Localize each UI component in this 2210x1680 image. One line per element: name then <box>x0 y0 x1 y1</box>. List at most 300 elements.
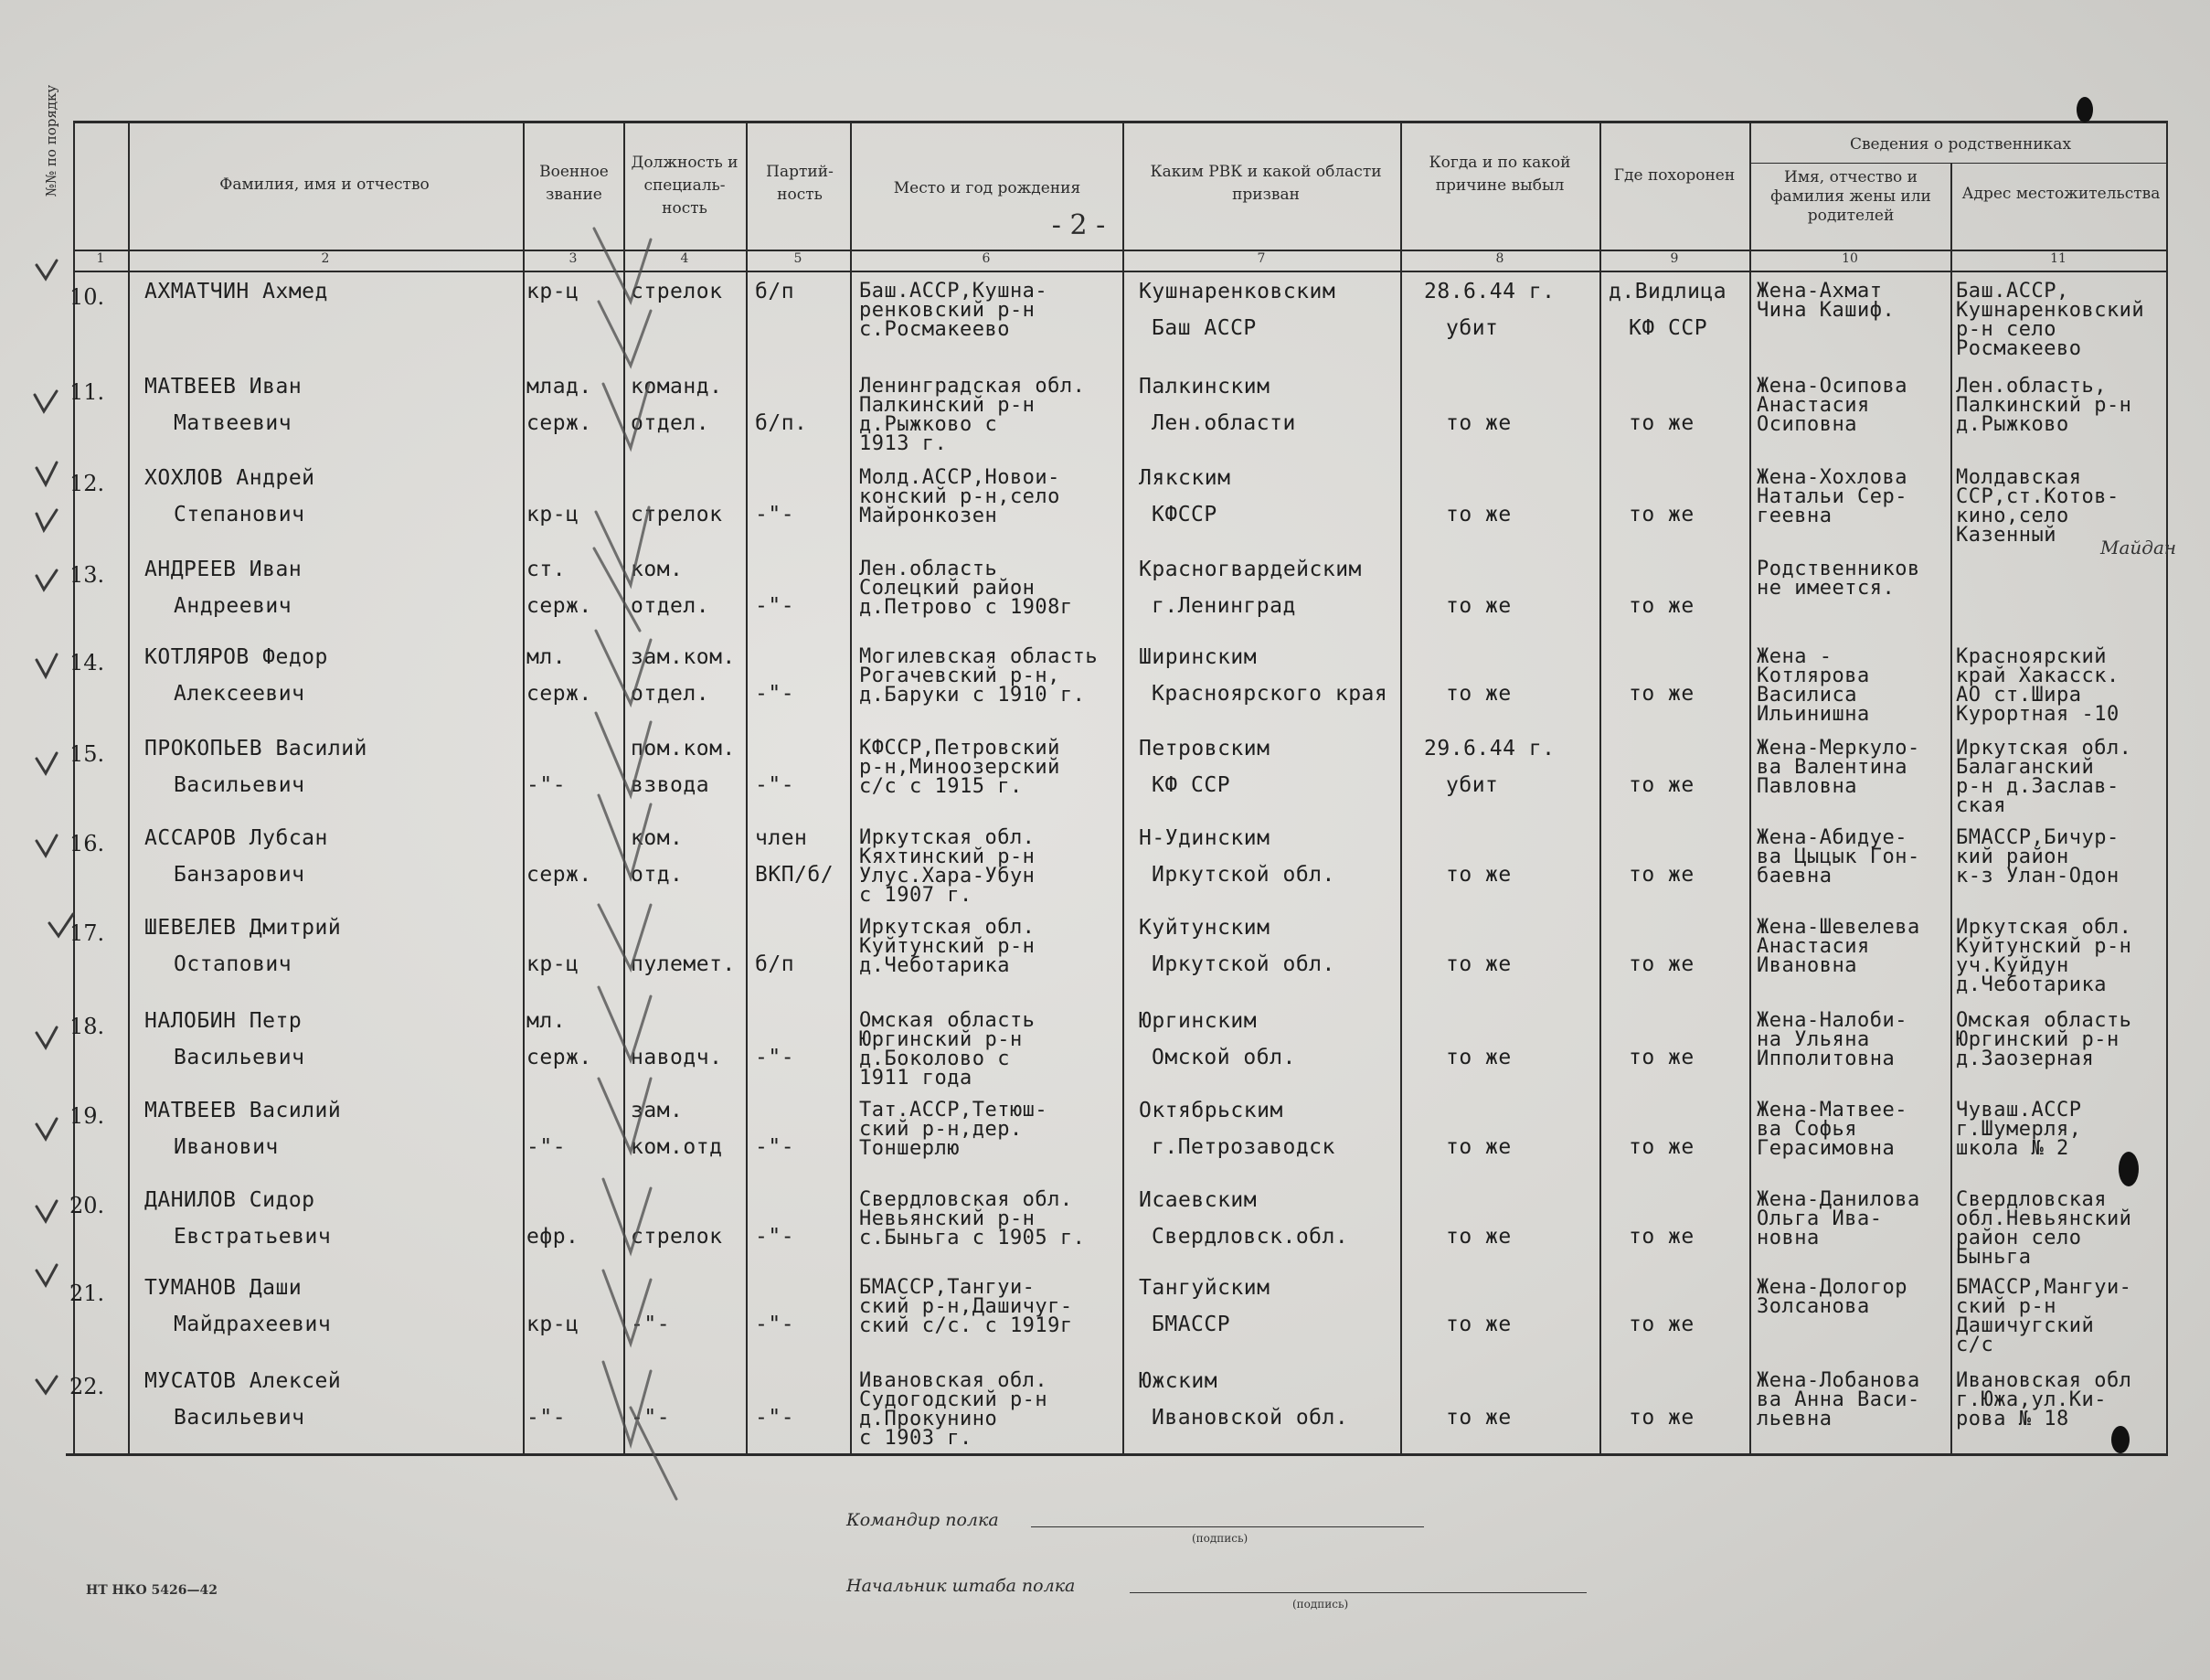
relative-address: Молдавская <box>1956 466 2082 489</box>
military-rank-cont: кр-ц <box>526 952 579 976</box>
column-number: 2 <box>321 251 330 266</box>
soldier-patronymic: Алексеевич <box>174 682 305 706</box>
conscription-region: КФ ССР <box>1152 773 1231 797</box>
party-membership-cont: б/п <box>755 952 795 976</box>
party-membership-cont: -"- <box>755 594 795 618</box>
table-column-rule <box>2166 121 2168 1453</box>
military-rank: мл. <box>526 1009 567 1033</box>
birth-place-year: Солецкий район <box>859 577 1036 600</box>
relative-name: Жена-Дологор <box>1757 1276 1907 1299</box>
row-number: 12. <box>69 471 105 496</box>
military-rank: мл. <box>526 645 567 669</box>
conscription-office: Лякским <box>1139 466 1231 490</box>
soldier-patronymic: Васильевич <box>174 773 305 797</box>
relative-name: новна <box>1757 1227 1820 1249</box>
relative-name: баевна <box>1757 865 1833 888</box>
position: стрелок <box>631 280 723 303</box>
party-membership: б/п <box>755 280 795 303</box>
position: пом.ком. <box>631 737 736 760</box>
row-number: 17. <box>69 920 105 946</box>
commander-label: Командир полка <box>846 1510 999 1530</box>
dropout-date-reason: 28.6.44 г. <box>1424 280 1556 303</box>
soldier-surname-name: МАТВЕЕВ Иван <box>144 375 303 399</box>
party-membership-cont: -"- <box>755 773 795 797</box>
birth-place-year: с.Быньга с 1905 г. <box>859 1227 1086 1249</box>
chief-signature-line <box>1130 1592 1587 1593</box>
birth-place-year: ский р-н,Дашичуг- <box>859 1295 1073 1318</box>
conscription-region: Иркутской обл. <box>1152 863 1335 887</box>
relative-address: Иркутская обл. <box>1956 737 2132 760</box>
position: команд. <box>631 375 723 399</box>
birth-place-year: Иркутская обл. <box>859 916 1036 939</box>
party-membership-cont: -"- <box>755 1313 795 1336</box>
relative-address: г.Шумерля, <box>1956 1118 2082 1141</box>
position-cont: -"- <box>631 1313 671 1336</box>
burial-place-cont: то же <box>1629 1406 1695 1430</box>
position-cont: отдел. <box>631 411 710 435</box>
party-membership-cont: -"- <box>755 1046 795 1069</box>
column-number: 3 <box>568 251 578 266</box>
relative-name: Ипполитовна <box>1757 1047 1896 1070</box>
conscription-region: КФССР <box>1152 503 1217 526</box>
relative-name: геевна <box>1757 505 1833 527</box>
burial-place-cont: то же <box>1629 1046 1695 1069</box>
relative-address: ский р-н <box>1956 1295 2056 1318</box>
table-column-rule <box>850 121 852 1453</box>
soldier-patronymic: Банзарович <box>174 863 305 887</box>
birth-place-year: Ленинградская обл. <box>859 375 1086 398</box>
position-cont: отдел. <box>631 682 710 706</box>
relative-address: Омская область <box>1956 1009 2132 1032</box>
soldier-surname-name: ШЕВЕЛЕВ Дмитрий <box>144 916 342 940</box>
burial-place-cont: то же <box>1629 503 1695 526</box>
relative-address: ская <box>1956 794 2006 817</box>
relative-address: р-н д.Заслав- <box>1956 775 2120 798</box>
row-number: 21. <box>69 1281 105 1306</box>
ink-blot <box>2111 1426 2130 1453</box>
dropout-date-reason-cont: то же <box>1446 1046 1512 1069</box>
conscription-region: г.Петрозаводск <box>1152 1135 1335 1159</box>
relative-address: Иркутская обл. <box>1956 916 2132 939</box>
birth-place-year: д.Баруки с 1910 г. <box>859 684 1086 707</box>
burial-place-cont: то же <box>1629 682 1695 706</box>
relative-address: школа № 2 <box>1956 1137 2069 1160</box>
dropout-date-reason-cont: то же <box>1446 594 1512 618</box>
row-number: 14. <box>69 650 105 675</box>
table-column-rule <box>128 121 130 1453</box>
commander-signature-hint: (подпись) <box>1192 1532 1248 1545</box>
table-top-border <box>73 121 2166 123</box>
military-rank-cont: серж. <box>526 863 592 887</box>
birth-place-year: Молд.АССР,Новои- <box>859 466 1060 489</box>
conscription-office: Ширинским <box>1139 645 1258 669</box>
position: зам. <box>631 1099 684 1122</box>
relative-name: Герасимовна <box>1757 1137 1896 1160</box>
relative-name: Ольга Ива- <box>1757 1207 1883 1230</box>
birth-place-year: д.Петрово с 1908г <box>859 596 1073 619</box>
relative-address: Быньга <box>1956 1246 2032 1269</box>
position-cont: пулемет. <box>631 952 736 976</box>
birth-place-year: Рогачевский р-н, <box>859 665 1060 687</box>
dropout-date-reason-cont: то же <box>1446 503 1512 526</box>
row-number: 16. <box>69 831 105 856</box>
relative-address: Чуваш.АССР <box>1956 1099 2082 1122</box>
burial-place-cont: то же <box>1629 594 1695 618</box>
relative-name: Анастасия <box>1757 394 1870 417</box>
relative-address: Куйтунский р-н <box>1956 935 2132 958</box>
birth-place-year: конский р-н,село <box>859 485 1060 508</box>
conscription-office: Исаевским <box>1139 1188 1258 1212</box>
relative-name: Жена-Хохлова <box>1757 466 1907 489</box>
column-number: 1 <box>96 251 105 266</box>
conscription-office: Куйтунским <box>1139 916 1270 940</box>
military-rank-cont: -"- <box>526 1406 567 1430</box>
row-number: 19. <box>69 1103 105 1129</box>
dropout-date-reason-cont: то же <box>1446 682 1512 706</box>
relative-address: БМАССР,Мангуи- <box>1956 1276 2132 1299</box>
party-membership-cont: -"- <box>755 503 795 526</box>
burial-place-cont: то же <box>1629 952 1695 976</box>
birth-place-year: Кяхтинский р-н <box>859 845 1036 868</box>
birth-place-year: 1911 года <box>859 1067 972 1090</box>
birth-place-year: Свердловская обл. <box>859 1188 1073 1211</box>
relative-name: Павловна <box>1757 775 1857 798</box>
burial-place-cont: КФ ССР <box>1629 316 1708 340</box>
relative-address: р-н село <box>1956 318 2056 341</box>
relative-name: ва Софья <box>1757 1118 1857 1141</box>
relative-address: обл.Невьянский <box>1956 1207 2132 1230</box>
conscription-region: БМАССР <box>1152 1313 1231 1336</box>
military-rank-cont: ефр. <box>526 1225 579 1249</box>
military-rank-cont: серж. <box>526 594 592 618</box>
relative-address: Кушнаренковский <box>1956 299 2145 322</box>
military-rank: ст. <box>526 558 567 581</box>
relative-name: ва Цыцык Гон- <box>1757 845 1920 868</box>
relative-address: Палкинский р-н <box>1956 394 2132 417</box>
position-cont: ком.отд <box>631 1135 723 1159</box>
military-rank: кр-ц <box>526 280 579 303</box>
position-cont: отдел. <box>631 594 710 618</box>
table-column-rule <box>1950 163 1952 1453</box>
relative-address: ССР,ст.Котов- <box>1956 485 2120 508</box>
column-number: 5 <box>793 251 802 266</box>
relative-name: Жена-Данилова <box>1757 1188 1920 1211</box>
table-column-rule <box>523 121 525 1453</box>
conscription-office: Кушнаренковским <box>1139 280 1336 303</box>
soldier-surname-name: АНДРЕЕВ Иван <box>144 558 303 581</box>
relative-name: не имеется. <box>1757 577 1896 600</box>
form-code: НТ НКО 5426—42 <box>86 1583 218 1598</box>
birth-place-year: Улус.Хара-Убун <box>859 865 1036 888</box>
relative-name: на Ульяна <box>1757 1028 1870 1051</box>
relative-address: кино,село <box>1956 505 2069 527</box>
conscription-region: Баш АССР <box>1152 316 1257 340</box>
soldier-patronymic: Майдрахеевич <box>174 1313 332 1336</box>
military-rank: млад. <box>526 375 592 399</box>
relative-name: Ильинишна <box>1757 703 1870 726</box>
relative-address: Росмакеево <box>1956 337 2082 360</box>
position-cont: отд. <box>631 863 684 887</box>
relative-address: уч.Куйдун <box>1956 954 2069 977</box>
burial-place-cont: то же <box>1629 411 1695 435</box>
position-cont: -"- <box>631 1406 671 1430</box>
relative-address: Казенный <box>1956 524 2056 547</box>
relative-address: край Хакасск. <box>1956 665 2120 687</box>
header-conscription: Каким РВК и какой области призван <box>1150 163 1382 204</box>
soldier-surname-name: ДАНИЛОВ Сидор <box>144 1188 315 1212</box>
party-membership-cont: б/п. <box>755 411 808 435</box>
soldier-surname-name: МАТВЕЕВ Василий <box>144 1099 342 1122</box>
conscription-region: Ивановской обл. <box>1152 1406 1349 1430</box>
relative-address: БМАССР,Бичур- <box>1956 826 2120 849</box>
birth-place-year: Могилевская область <box>859 645 1099 668</box>
relative-address: кий район <box>1956 845 2069 868</box>
birth-place-year: Лен.область <box>859 558 998 580</box>
military-rank-cont: серж. <box>526 411 592 435</box>
table-column-rule <box>1122 121 1124 1453</box>
table-column-rule <box>746 121 748 1453</box>
party-membership-cont: -"- <box>755 1135 795 1159</box>
conscription-office: Палкинским <box>1139 375 1270 399</box>
birth-place-year: д.Боколово с <box>859 1047 1010 1070</box>
relative-name: Натальи Сер- <box>1757 485 1907 508</box>
relative-address: Балаганский <box>1956 756 2095 779</box>
relative-address: с/с <box>1956 1334 1994 1356</box>
relative-name: Жена-Шевелева <box>1757 916 1920 939</box>
header-full-name: Фамилия, имя и отчество <box>219 175 430 194</box>
dropout-date-reason-cont: то же <box>1446 952 1512 976</box>
colnum-divider <box>73 271 2166 272</box>
conscription-office: Красногвардейским <box>1139 558 1362 581</box>
birth-place-year: Юргинский р-н <box>859 1028 1023 1051</box>
birth-place-year: д.Рыжково с <box>859 413 998 436</box>
birth-place-year: д.Прокунино <box>859 1408 998 1430</box>
relative-address: г.Южа,ул.Ки- <box>1956 1388 2107 1411</box>
header-party: Партий-ность <box>766 163 834 204</box>
dropout-date-reason-cont: то же <box>1446 411 1512 435</box>
row-number: 18. <box>69 1014 105 1039</box>
burial-place-cont: то же <box>1629 1135 1695 1159</box>
relative-name: Жена-Налоби- <box>1757 1009 1907 1032</box>
table-column-rule <box>1400 121 1402 1453</box>
conscription-office: Южским <box>1139 1369 1218 1393</box>
birth-place-year: Палкинский р-н <box>859 394 1036 417</box>
relative-name: Осиповна <box>1757 413 1857 436</box>
military-rank-cont: серж. <box>526 1046 592 1069</box>
soldier-patronymic: Андреевич <box>174 594 292 618</box>
conscription-office: Петровским <box>1139 737 1270 760</box>
ink-blot <box>2119 1152 2139 1186</box>
relative-name: Жена - <box>1757 645 1833 668</box>
birth-place-year: 1913 г. <box>859 432 948 455</box>
military-rank-cont: -"- <box>526 1135 567 1159</box>
birth-place-year: Омская область <box>859 1009 1036 1032</box>
soldier-surname-name: ХОХЛОВ Андрей <box>144 466 315 490</box>
position: зам.ком. <box>631 645 736 669</box>
commander-signature-line <box>1031 1526 1424 1527</box>
relative-address: Дашичугский <box>1956 1314 2095 1337</box>
dropout-date-reason-cont: то же <box>1446 1313 1512 1336</box>
relative-address: д.Рыжково <box>1956 413 2069 436</box>
relative-name: Ивановна <box>1757 954 1857 977</box>
conscription-region: Лен.области <box>1152 411 1296 435</box>
relative-address: Юргинский р-н <box>1956 1028 2120 1051</box>
relative-address: Свердловская <box>1956 1188 2107 1211</box>
dropout-date-reason-cont: то же <box>1446 1406 1512 1430</box>
burial-place-cont: то же <box>1629 1225 1695 1249</box>
column-number: 8 <box>1495 251 1504 266</box>
birth-place-year: КФССР,Петровский <box>859 737 1060 760</box>
header-buried: Где похоронен <box>1613 166 1736 185</box>
relative-address: Ивановская обл <box>1956 1369 2132 1392</box>
kin-group-divider <box>1751 163 2166 164</box>
soldier-patronymic: Иванович <box>174 1135 279 1159</box>
military-rank-cont: кр-ц <box>526 1313 579 1336</box>
relative-name: Жена-Матвее- <box>1757 1099 1907 1122</box>
burial-place: д.Видлица <box>1609 280 1727 303</box>
relative-address: д.Чеботарика <box>1956 973 2107 996</box>
burial-place-cont: то же <box>1629 773 1695 797</box>
header-rank: Военное звание <box>539 163 609 204</box>
soldier-patronymic: Степанович <box>174 503 305 526</box>
party-membership-cont: -"- <box>755 682 795 706</box>
row-number: 13. <box>69 562 105 588</box>
relative-address: Красноярский <box>1956 645 2107 668</box>
column-number: 4 <box>680 251 689 266</box>
relative-address: рова № 18 <box>1956 1408 2069 1430</box>
birth-place-year: ренковский р-н <box>859 299 1036 322</box>
relative-name: Котлярова <box>1757 665 1870 687</box>
position-cont: стрелок <box>631 503 723 526</box>
table-column-rule <box>1599 121 1601 1453</box>
birth-place-year: Тоншерлю <box>859 1137 960 1160</box>
row-number: 22. <box>69 1374 105 1399</box>
soldier-surname-name: ПРОКОПЬЕВ Василий <box>144 737 367 760</box>
soldier-surname-name: АССАРОВ Лубсан <box>144 826 328 850</box>
soldier-patronymic: Васильевич <box>174 1406 305 1430</box>
party-membership-cont: ВКП/б/ <box>755 863 834 887</box>
relative-name: Жена-Ахмат <box>1757 280 1883 303</box>
birth-place-year: д.Чеботарика <box>859 954 1010 977</box>
column-number: 10 <box>1842 251 1858 266</box>
birth-place-year: Иркутская обл. <box>859 826 1036 849</box>
birth-place-year: с 1903 г. <box>859 1427 972 1450</box>
dropout-date-reason: 29.6.44 г. <box>1424 737 1556 760</box>
header-birth: Место и год рождения <box>893 179 1081 197</box>
handwritten-note: Майдан <box>2100 537 2177 558</box>
relative-name: Жена-Меркуло- <box>1757 737 1920 760</box>
relative-address: Баш.АССР, <box>1956 280 2069 303</box>
column-number: 11 <box>2050 251 2067 266</box>
party-membership-cont: -"- <box>755 1225 795 1249</box>
relative-name: льевна <box>1757 1408 1833 1430</box>
soldier-surname-name: АХМАТЧИН Ахмед <box>144 280 328 303</box>
relative-name: Золсанова <box>1757 1295 1870 1318</box>
table-column-rule <box>73 121 75 1453</box>
header-relative-name: Имя, отчество и фамилия жены или родителей <box>1770 168 1931 225</box>
soldier-surname-name: КОТЛЯРОВ Федор <box>144 645 328 669</box>
dropout-date-reason-cont: то же <box>1446 1225 1512 1249</box>
burial-place-cont: то же <box>1629 863 1695 887</box>
soldier-patronymic: Остапович <box>174 952 292 976</box>
relative-address: к-з Улан-Одон <box>1956 865 2120 888</box>
birth-place-year: ский с/с. с 1919г <box>859 1314 1073 1337</box>
birth-place-year: Ивановская обл. <box>859 1369 1048 1392</box>
column-number: 9 <box>1670 251 1679 266</box>
table-column-rule <box>623 121 625 1453</box>
row-number: 15. <box>69 741 105 767</box>
relative-address: Курортная -10 <box>1956 703 2120 726</box>
relative-name: ва Валентина <box>1757 756 1907 779</box>
relative-name: Жена-Абидуе- <box>1757 826 1907 849</box>
soldier-patronymic: Матвеевич <box>174 411 292 435</box>
relative-name: Чина Кашиф. <box>1757 299 1896 322</box>
party-membership: член <box>755 826 808 850</box>
header-relatives-group: Сведения о родственниках <box>1849 135 2072 154</box>
chief-signature-hint: (подпись) <box>1292 1598 1349 1611</box>
military-rank-cont: кр-ц <box>526 503 579 526</box>
conscription-office: Юргинским <box>1139 1009 1258 1033</box>
position-cont: наводч. <box>631 1046 723 1069</box>
column-number: 7 <box>1257 251 1266 266</box>
party-membership-cont: -"- <box>755 1406 795 1430</box>
conscription-region: Свердловск.обл. <box>1152 1225 1349 1249</box>
birth-place-year: Невьянский р-н <box>859 1207 1036 1230</box>
relative-name: Жена-Лобанова <box>1757 1369 1920 1392</box>
birth-place-year: Куйтунский р-н <box>859 935 1036 958</box>
conscription-office: Тангуйским <box>1139 1276 1270 1300</box>
ink-blot <box>2077 97 2093 122</box>
dropout-date-reason-cont: то же <box>1446 1135 1512 1159</box>
birth-place-year: с/с с 1915 г. <box>859 775 1023 798</box>
birth-place-year: с 1907 г. <box>859 884 972 907</box>
conscription-office: Октябрьским <box>1139 1099 1283 1122</box>
military-rank-cont: серж. <box>526 682 592 706</box>
row-number: 11. <box>69 379 105 405</box>
position: ком. <box>631 826 684 850</box>
relative-address: д.Заозерная <box>1956 1047 2095 1070</box>
position: ком. <box>631 558 684 581</box>
table-bottom-border <box>66 1453 2168 1456</box>
relative-name: ва Анна Васи- <box>1757 1388 1920 1411</box>
header-address: Адрес местожительства <box>1961 185 2161 203</box>
conscription-region: Красноярского края <box>1152 682 1388 706</box>
relative-name: Родственников <box>1757 558 1920 580</box>
birth-place-year: ский р-н,дер. <box>859 1118 1023 1141</box>
soldier-patronymic: Евстратьевич <box>174 1225 332 1249</box>
header-order-number: №№ по порядку <box>43 84 59 197</box>
conscription-region: Иркутской обл. <box>1152 952 1335 976</box>
header-dropped-out: Когда и по какой причине выбыл <box>1429 154 1571 195</box>
burial-place-cont: то же <box>1629 1313 1695 1336</box>
conscription-region: Омской обл. <box>1152 1046 1296 1069</box>
relative-address: АО ст.Шира <box>1956 684 2082 707</box>
row-number: 10. <box>69 284 105 310</box>
soldier-patronymic: Васильевич <box>174 1046 305 1069</box>
relative-address: Лен.область, <box>1956 375 2107 398</box>
conscription-region: г.Ленинград <box>1152 594 1296 618</box>
soldier-surname-name: НАЛОБИН Петр <box>144 1009 303 1033</box>
relative-address: район село <box>1956 1227 2082 1249</box>
birth-place-year: БМАССР,Тангуи- <box>859 1276 1036 1299</box>
birth-place-year: Майронкозен <box>859 505 998 527</box>
position-cont: стрелок <box>631 1225 723 1249</box>
relative-name: Жена-Осипова <box>1757 375 1907 398</box>
dropout-date-reason-cont: убит <box>1446 316 1499 340</box>
page-number: - 2 - <box>1051 209 1106 241</box>
relative-name: Анастасия <box>1757 935 1870 958</box>
birth-place-year: Баш.АССР,Кушна- <box>859 280 1048 303</box>
